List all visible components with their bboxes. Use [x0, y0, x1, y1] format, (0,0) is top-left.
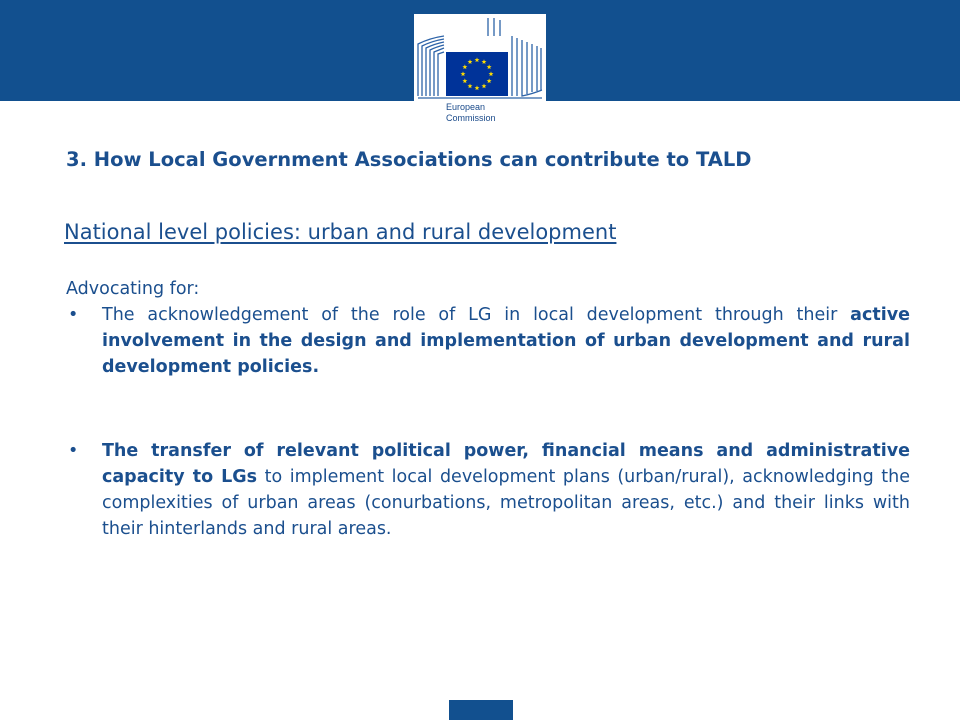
bullet-1-lead: The acknowledgement of the role of LG in local development through their [102, 305, 851, 325]
bullet-item-2 [66, 438, 910, 542]
bullet-dot-icon: • [68, 441, 79, 461]
bullet-dot-icon: • [68, 305, 79, 325]
bullet-1-emphasis: active involvement in the design and implementation of urban development and rural development policies. [102, 305, 910, 377]
bullet-text-2 [102, 438, 910, 542]
footer-bar [449, 700, 513, 720]
slide-title: 3. How Local Government Associations can contribute to TALD [66, 148, 752, 171]
european-commission-logo [414, 14, 546, 134]
logo-wordmark [446, 102, 496, 124]
bullet-text-1 [102, 302, 910, 380]
bullet-2-tail: to implement local development plans (urban/rural), acknowledging the complexities of urban areas (conurbations, metropolitan areas, etc.) and their links with their hinterlands and rural areas. [102, 467, 910, 539]
intro-text: Advocating for: [66, 279, 200, 299]
section-subtitle: National level policies: urban and rural development [64, 220, 617, 244]
bullet-item-1 [66, 302, 910, 380]
bullet-2-emphasis: The transfer of relevant political power, financial means and administrative capacity to LGs [102, 441, 910, 487]
logo-line-european: European [446, 102, 486, 112]
logo-line-commission: Commission [446, 113, 496, 123]
